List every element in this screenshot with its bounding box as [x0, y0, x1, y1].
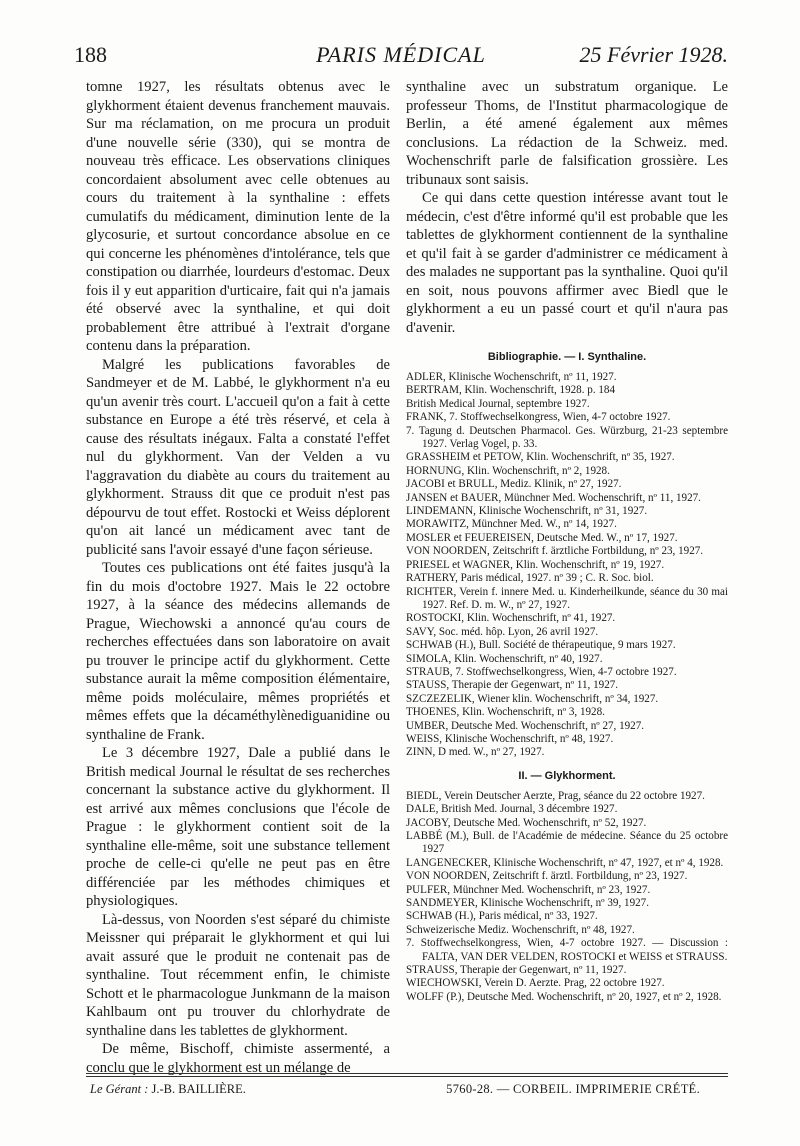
- gerant-label: Le Gérant :: [90, 1082, 149, 1096]
- reference-entry: MOSLER et FEUEREISEN, Deutsche Med. W., nº 17, 1927.: [406, 531, 678, 544]
- reference-entry: PULFER, Münchner Med. Wochenschrift, nº 23, 1927.: [406, 883, 651, 896]
- reference-entry: JACOBY, Deutsche Med. Wochenschrift, nº 52, 1927.: [406, 816, 647, 829]
- reference-entry: WIECHOWSKI, Verein D. Aerzte. Prag, 22 octobre 1927.: [406, 977, 665, 990]
- glykhorment-heading: II. — Glykhorment.: [518, 769, 616, 782]
- paragraph: Là-dessus, von Noorden s'est séparé du chimiste Meissner qui préparait le glykhorment et qui lui avait assuré que le produit ne contenait pas de synthaline. Tout récemment enfin, le chimiste Schott et le pharmacologue Junkmann de la maison Kahlbaum ont pu trouver du chlorhydrate de synthaline dans les tablettes de glykhorment.: [86, 911, 390, 1039]
- reference-entry: SIMOLA, Klin. Wochenschrift, nº 40, 1927.: [406, 652, 603, 665]
- paragraph: tomne 1927, les résultats obtenus avec le glykhorment étaient devenus franchement mauvais. Sur ma réclamation, on me procura un produit d'une nouvelle série (330), qui se montra de nouveau très efficace. Les observations cliniques concordaient absolument avec celle obtenues au cours du traitement à la synthaline : effets cumulatifs du médicament, diminution lente de la glycosurie, et surtout concordance absolue en ce qui concerne les phénomènes d'intolérance, tels que constipation ou diarrhée, lourdeurs d'estomac. Deux fois il y eut apparition d'urticaire, fait qui n'a jamais été observé avec la synthaline, et qui doit probablement être attribué à l'extrait d'organe contenu dans la préparation.: [86, 79, 390, 354]
- page-footer: [86, 1082, 728, 1102]
- reference-entry: 7. Stoffwechselkongress, Wien, 4-7 octobre 1927. — Discussion : FALTA, VAN DER VELDEN, ROSTOCKI et WEISS et STRAUSS.: [406, 937, 728, 963]
- reference-entry: SZCZEZELIK, Wiener klin. Wochenschrift, nº 34, 1927.: [406, 692, 659, 705]
- reference-entry: British Medical Journal, septembre 1927.: [406, 397, 590, 410]
- page-number: 188: [74, 42, 107, 67]
- reference-entry: BERTRAM, Klin. Wochenschrift, 1928. p. 184: [406, 384, 616, 397]
- bibliography-heading: Bibliographie. — I. Synthaline.: [487, 351, 647, 363]
- paragraph: Le 3 décembre 1927, Dale a publié dans le British medical Journal le résultat de ses recherches concernant la substance active du glykhorment. Il est arrivé aux mêmes conclusions que l'école de Prague : le glykhorment contient soit de la synthaline elle-même, soit une substance tellement proche de celle-ci qu'elle ne peut pas en être différenciée par les méthodes chimiques et physiologiques.: [86, 745, 390, 909]
- journal-title: PARIS MÉDICAL: [316, 42, 486, 67]
- paragraph: Malgré les publications favorables de Sandmeyer et de M. Labbé, le glykhorment n'a eu qu'un avenir très court. L'accueil qu'on a fait à cette substance en Europe a été très réservé, et cela à cause des résultats inégaux. Falta a constaté l'effet nul du glykhorment. Van der Velden a vu l'aggravation du diabète au cours du traitement au glykhorment. Strauss dit que ce produit n'est pas dépourvu de tout effet. Rostocki et Weiss déplorent qu'on ait lancé un médicament avec tant de publicité sans l'avoir essayé d'une façon sérieuse.: [86, 356, 390, 558]
- left-column: [86, 78, 390, 1077]
- reference-entry: THOENES, Klin. Wochenschrift, nº 3, 1928.: [406, 706, 605, 719]
- reference-entry: LINDEMANN, Klinische Wochenschrift, nº 31, 1927.: [406, 505, 648, 518]
- footer-divider: [86, 1073, 728, 1074]
- running-header: [74, 42, 728, 72]
- paragraph: De même, Bischoff, chimiste assermenté, a conclu que le glykhorment est un mélange de: [86, 1041, 390, 1076]
- issue-date: 25 Février 1928.: [579, 42, 728, 67]
- gerant-name: J.-B. BAILLIÈRE.: [151, 1082, 246, 1096]
- reference-entry: BIEDL, Verein Deutscher Aerzte, Prag, séance du 22 octobre 1927.: [406, 789, 705, 802]
- paragraph: synthaline avec un substratum organique. Le professeur Thoms, de l'Institut pharmacologique de Berlin, a été amené également aux mêmes conclusions. La rédaction de la Schweiz. med. Wochenschrift parle de falsification grossière. Les tribunaux sont saisis.: [406, 79, 728, 188]
- publisher-credit: [90, 1082, 246, 1097]
- printer-credit: [446, 1082, 700, 1097]
- reference-entry: SCHWAB (H.), Paris médical, nº 33, 1927.: [406, 910, 598, 923]
- paragraph: Toutes ces publications ont été faites jusqu'à la fin du mois d'octobre 1927. Mais le 22 octobre 1927, à la séance des médecins allemands de Prague, Wiechowski a annoncé qu'au cours de recherches effectuées dans son laboratoire on avait pu trouver le principe actif du glykhorment. Cette substance aurait la même composition élémentaire, même poids moléculaire, mêmes propriétés et mêmes effets que la décaméthylènediguanidine ou synthaline de Frank.: [86, 560, 390, 743]
- reference-entry: Schweizerische Mediz. Wochenschrift, nº 48, 1927.: [406, 923, 635, 936]
- reference-entry: SAVY, Soc. méd. hôp. Lyon, 26 avril 1927.: [406, 625, 599, 638]
- reference-entry: ZINN, D med. W., nº 27, 1927.: [406, 746, 545, 759]
- glykhorment-reference-list: [406, 790, 728, 1005]
- reference-entry: MORAWITZ, Münchner Med. W., nº 14, 1927.: [406, 518, 617, 531]
- footer-divider: [86, 1076, 728, 1077]
- reference-entry: LANGENECKER, Klinische Wochenschrift, nº 47, 1927, et nº 4, 1928.: [406, 856, 724, 869]
- reference-entry: RATHERY, Paris médical, 1927. nº 39 ; C. R. Soc. biol.: [406, 572, 654, 585]
- reference-entry: DALE, British Med. Journal, 3 décembre 1927.: [406, 803, 618, 816]
- reference-entry: SCHWAB (H.), Bull. Société de thérapeutique, 9 mars 1927.: [406, 639, 676, 652]
- reference-entry: VON NOORDEN, Zeitschrift f. ärztl. Fortbildung, nº 23, 1927.: [406, 870, 688, 883]
- reference-entry: 7. Tagung d. Deutschen Pharmacol. Ges. Würzburg, 21-23 septembre 1927. Verlag Vogel, p. 33.: [406, 424, 728, 451]
- reference-entry: STRAUB, 7. Stoffwechselkongress, Wien, 4-7 octobre 1927.: [406, 665, 677, 678]
- reference-entry: GRASSHEIM et PETOW, Klin. Wochenschrift, nº 35, 1927.: [406, 451, 675, 464]
- reference-entry: FRANK, 7. Stoffwechselkongress, Wien, 4-7 octobre 1927.: [406, 411, 671, 424]
- reference-entry: LABBÉ (M.), Bull. de l'Académie de médecine. Séance du 25 octobre 1927: [406, 830, 728, 856]
- reference-entry: RICHTER, Verein f. innere Med. u. Kinderheilkunde, séance du 30 mai 1927. Ref. D. m. W., nº 27, 1927.: [406, 585, 728, 611]
- reference-entry: ROSTOCKI, Klin. Wochenschrift, nº 41, 1927.: [406, 612, 616, 625]
- reference-entry: WOLFF (P.), Deutsche Med. Wochenschrift, nº 20, 1927, et nº 2, 1928.: [406, 990, 722, 1003]
- reference-entry: HORNUNG, Klin. Wochenschrift, nº 2, 1928.: [406, 464, 610, 477]
- paragraph: Ce qui dans cette question intéresse avant tout le médecin, c'est d'être informé qu'il est probable que les tablettes de glykhorment contiennent de la synthaline et qu'il fait à se garder d'administrer ce médicament à des malades ne supportant pas la synthaline. Quoi qu'il en soit, nous pouvons affirmer avec Biedl que le glykhorment a eu un passé court et qu'il n'aura pas d'avenir.: [406, 190, 728, 336]
- reference-entry: JACOBI et BRULL, Mediz. Klinik, nº 27, 1927.: [406, 478, 622, 491]
- reference-entry: STAUSS, Therapie der Gegenwart, nº 11, 1927.: [406, 679, 619, 692]
- printer-number: 5760-28.: [446, 1082, 494, 1096]
- reference-entry: PRIESEL et WAGNER, Klin. Wochenschrift, nº 19, 1927.: [406, 558, 665, 571]
- synthaline-reference-list: [406, 371, 728, 760]
- reference-entry: ADLER, Klinische Wochenschrift, nº 11, 1927.: [406, 371, 617, 383]
- reference-entry: WEISS, Klinische Wochenschrift, nº 48, 1927.: [406, 732, 614, 745]
- reference-entry: UMBER, Deutsche Med. Wochenschrift, nº 27, 1927.: [406, 719, 645, 732]
- reference-entry: SANDMEYER, Klinische Wochenschrift, nº 39, 1927.: [406, 897, 649, 910]
- reference-entry: VON NOORDEN, Zeitschrift f. ärztliche Fortbildung, nº 23, 1927.: [406, 545, 704, 558]
- reference-entry: STRAUSS, Therapie der Gegenwart, nº 11, 1927.: [406, 964, 627, 977]
- printer-name: — CORBEIL. IMPRIMERIE CRÉTÉ.: [496, 1082, 700, 1096]
- right-column: [406, 78, 728, 1004]
- reference-entry: JANSEN et BAUER, Münchner Med. Wochenschrift, nº 11, 1927.: [406, 491, 701, 504]
